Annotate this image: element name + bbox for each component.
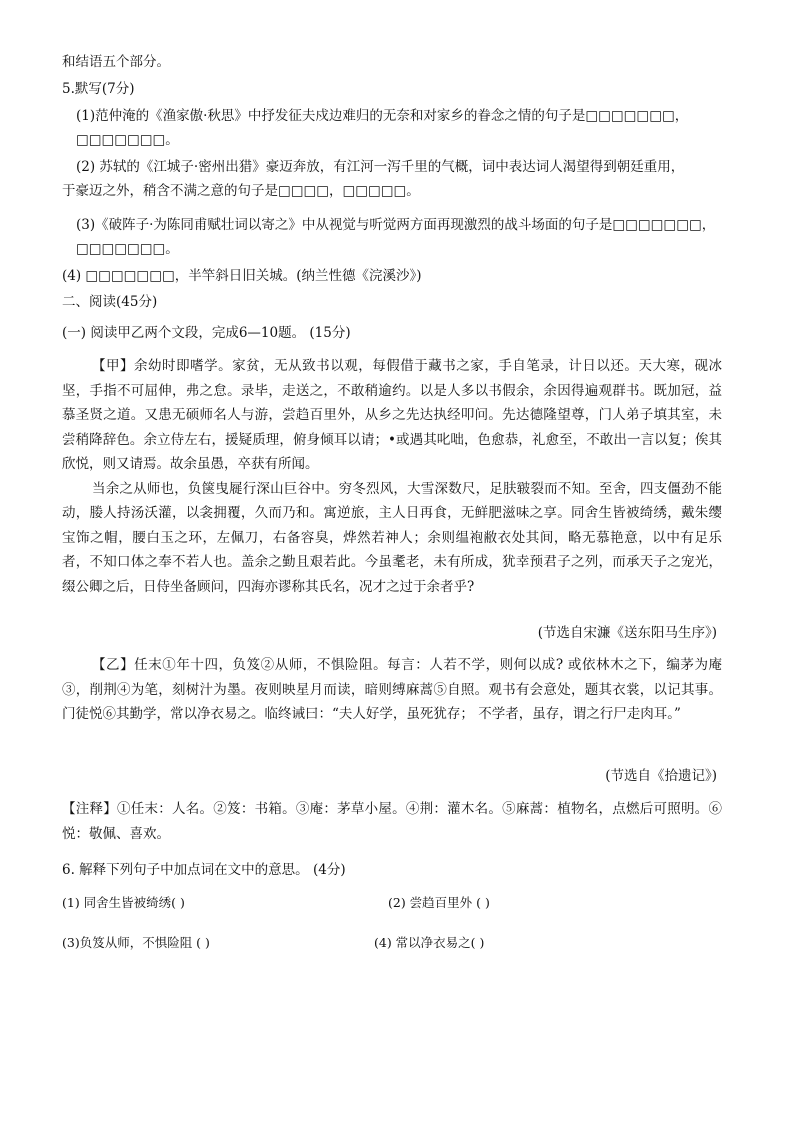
continuation-line: 和结语五个部分。 <box>62 54 170 70</box>
question-5-item-2-line-1: (2) 苏轼的《江城子·密州出猎》豪迈奔放，有江河一泻千里的气概，词中表达词人渴望得到朝廷重用， <box>76 159 685 175</box>
question-5-item-2-line-2: 于豪迈之外，稍含不满之意的句子是□□□□，□□□□□。 <box>62 183 420 199</box>
annotations: 【注释】①任末：人名。②笈：书箱。③庵：茅草小屋。④荆：灌木名。⑤麻蒿：植物名，点燃后可照明。⑥悦：敬佩、喜欢。 <box>62 801 722 842</box>
question-5-item-4: (4) □□□□□□□，半竿斜日旧关城。(纳兰性德《浣溪沙》) <box>62 268 422 284</box>
question-5-item-1-line-2: □□□□□□□。 <box>76 132 179 148</box>
question-6-item-4: (4) 常以净衣易之( ) <box>374 935 485 950</box>
passage-b <box>62 653 722 727</box>
passage-a <box>62 354 722 599</box>
question-5-title: 5.默写(7分) <box>62 81 135 97</box>
question-6-item-3: (3)负笈从师，不惧险阻 ( ) <box>62 935 210 950</box>
question-6-item-2: (2) 尝趋百里外 ( ) <box>388 895 490 910</box>
question-5-item-3-line-2: □□□□□□□。 <box>76 241 179 257</box>
passage-a-paragraph-2: 当余之从师也，负箧曳屣行深山巨谷中。穷冬烈风，大雪深数尺，足肤皲裂而不知。至舍，四支僵劲不能动，媵人持汤沃灌，以衾拥覆，久而乃和。寓逆旅，主人日再食，无鲜肥滋味之享。同舍生皆被绮绣，戴朱缨宝饰之帽，腰白玉之环，左佩刀，右备容臭，烨然若神人；余则缊袍敝衣处其间，略无慕艳意，以中有足乐者，不知口体之奉不若人也。盖余之勤且艰若此。今虽耄老，未有所成，犹幸预君子之列，而承天子之宠光，缀公卿之后，日侍坐备顾问，四海亦谬称其氏名，况才之过于余者乎? <box>62 480 722 595</box>
passage-a-source: (节选自宋濂《送东阳马生序》) <box>537 625 717 641</box>
question-6-title: 6. 解释下列句子中加点词在文中的意思。 (4分) <box>62 862 346 878</box>
question-5-item-1-line-1: (1)范仲淹的《渔家傲·秋思》中抒发征夫戍边难归的无奈和对家乡的眷念之情的句子是□□□□□□□， <box>76 108 689 124</box>
passage-b-source: (节选自《拾遗记》) <box>605 768 717 784</box>
passage-a-paragraph-1: 【甲】余幼时即嗜学。家贫，无从致书以观，每假借于藏书之家，手自笔录，计日以还。天大寒，砚冰坚，手指不可屈伸，弗之怠。录毕，走送之，不敢稍逾约。以是人多以书假余，余因得遍观群书。既加冠，益慕圣贤之道。又患无硕师名人与游，尝趋百里外，从乡之先达执经叩问。先达德隆望尊，门人弟子填其室，未尝稍降辞色。余立侍左右，援疑质理，俯身倾耳以请；•或遇其叱咄，色愈恭，礼愈至，不敢出一言以复；俟其欣悦，则又请焉。故余虽愚，卒获有所闻。 <box>62 358 722 472</box>
passage-b-paragraph-1: 【乙】任末①年十四，负笈②从师，不惧险阻。每言：人若不学，则何以成? 或依林木之下，编茅为庵③，削荆④为笔，刻树汁为墨。夜则映星月而读，暗则缚麻蒿⑤自照。观书有会意处，题其衣裳，以记其事。门徒悦⑥其勤学，常以净衣易之。临终诫曰：“夫人好学，虽死犹存； 不学者，虽存，谓之行尸走肉耳。” <box>62 657 722 722</box>
question-6-item-1: (1) 同舍生皆被绮绣( ) <box>62 895 185 910</box>
section-2-title: 二、阅读(45分) <box>62 294 158 310</box>
question-5-item-3-line-1: (3)《破阵子·为陈同甫赋壮词以寄之》中从视觉与听觉两方面再现激烈的战斗场面的句子是□□□□□□□， <box>76 217 716 233</box>
section-2-subtitle: (一) 阅读甲乙两个文段，完成6—10题。 (15分) <box>62 325 351 341</box>
